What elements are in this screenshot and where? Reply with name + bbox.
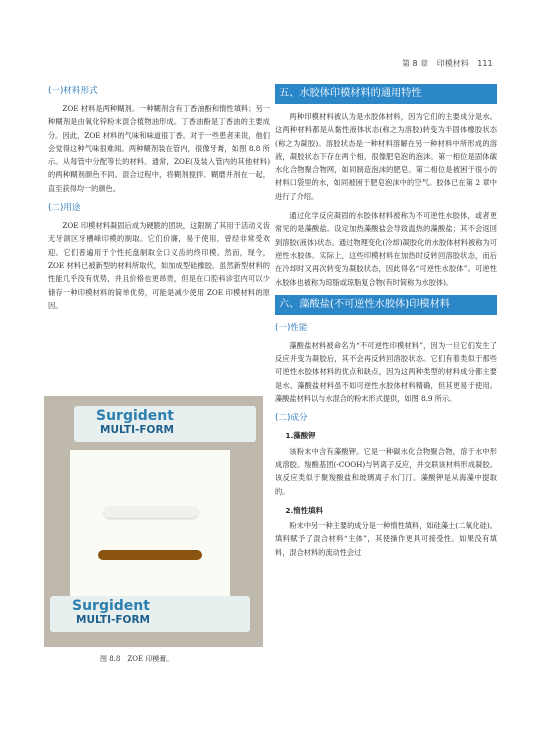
paragraph: 两种印模材料被认为是水胶体材料，因为它们的主要成分是水。这两种材料都是从黏性液体状态(称之为溶胶)转变为半固体橡胶状态(称之为凝胶)。溶胶状态是一种材料溶解在另一种材料中所形成的溶液，凝胶状态下存在两个相，很像肥皂泡的泡沫。第一相位是固体碳水化合物聚合物网，如同制造泡沫的肥皂。第二相位是被困于很小的材料口袋里的水，如同被困于肥皂泡沫中的空气。胶体已在第 2 章中进行了介绍。 (275, 112, 497, 201)
paragraph: ZOE 印模材料凝固后成为硬脆的团块，这限制了其用于活动义齿无牙颌区牙槽峰印模的制取。它们价廉，易于使用，曾经非常受欢迎。它们普遍用于个性托盘制取全口义齿的终印模。然而，现今，ZOE 材料已被新型的材料所取代，如加成型硅橡胶。虽然新型材料的性能几乎没有优势，并且价格也更昂贵，但是在口腔科诊室内可以少储存一种印模材料的简单优势，可能是减少使用 ZOE 印模材料的原因。 (48, 221, 270, 310)
section-title: 五、水胶体印模材料的通用特性 (275, 84, 497, 104)
subsection-title: (二)成分 (275, 413, 308, 424)
tube-product: MULTI-FORM (100, 424, 174, 436)
paragraph: 藻酸盐材料被命名为“不可逆性印模材料”，因为一旦它们发生了反应并变为凝胶后，其不会再反转回溶胶状态。它们有着类似于那些可逆性水胶体材料的优点和缺点，因为这两种类型的材料成分都主要是水。藻酸盐材料虽不如可逆性水胶体材料精确，但其更易于使用。藻酸盐材料以与水混合的粉末形式提供，如图 8.9 所示。 (275, 340, 497, 404)
brown-paste-strip (98, 550, 202, 560)
page-number: 111 (477, 59, 493, 68)
chapter-title: 印模材料 (436, 59, 469, 68)
chapter-number: 第 8 章 (402, 59, 429, 68)
paste-tube-top (74, 406, 256, 442)
figure-caption: 图 8.8 ZOE 印模膏。 (100, 655, 174, 663)
running-header (396, 58, 493, 69)
tube-brand: Surgident (96, 408, 174, 424)
figure-photo (44, 396, 263, 647)
mixing-pad (70, 450, 230, 620)
right-column (275, 84, 497, 565)
paragraph: 粉末中另一种主要的成分是一种惰性填料，如硅藻土(二氧化硅)。填料赋予了混合材料“主体”，其使操作更具可接受性。如果没有填料，混合材料的流动性会过 (275, 521, 497, 557)
subsection-title: (二)用途 (48, 203, 81, 214)
paste-tube-bottom (50, 596, 250, 632)
subsection-title: (一)性能 (275, 322, 308, 333)
paragraph: 该粉末中含有藻酸钾。它是一种碳水化合物聚合物，溶于水中形成溶胶。羧酸基团(-COOH)与钙离子反应，并交联该材料形成凝胶。该反应类似于聚羧酸盐和玻璃离子水门汀。藻酸钾是从海藻中提取的。 (275, 446, 497, 496)
paragraph: ZOE 材料是两种糊剂。一种糊剂含有丁香油酚和惰性填料；另一种糊剂是由氧化锌粉末混合植物油形成。丁香油酚是丁香油的主要成分。因此，ZOE 材料的气味和味道很丁香。对于一些患者来说，他们会觉得这种气味很难闻。两种糊剂装在管内，很像牙膏，如图 8.8 所示。从每管中分配等长的材料。通常，ZOE(及装入管内的其他材料) 的两种糊剂颜色不同。混合过程中，将糊剂搅拌、糊磨并剂在一起，直至获得均一的颜色。 (48, 104, 270, 193)
white-paste-strip (104, 506, 198, 518)
left-column (48, 84, 270, 318)
tube-brand: Surgident (72, 598, 150, 614)
section-title: 六、藻酸盐(不可逆性水胶体)印模材料 (275, 295, 497, 315)
item-title: 2.惰性填料 (285, 505, 323, 515)
tube-product: MULTI-FORM (76, 614, 150, 626)
paragraph: 通过化学反应凝固的水胶体材料被称为不可逆性水胶体，或者更常见的是藻酸盐。设定加热藻酸盐会导致温热的藻酸盐；其不会返回到溶胶(液体)状态。通过物理变化(冷却)凝胶化的水胶体材料被称为可逆性水胶体。实际上，这些印模材料在加热时反转回溶胶状态，而后在冷却时又再次转变为凝胶状态，因此得名“可逆性水胶体”。可逆性水胶体也被称为琼脂或琼脂复合物(有时简称为水胶体)。 (275, 211, 497, 287)
subsection-title: (一)材料形式 (48, 86, 98, 96)
item-title: 1.藻酸钾 (285, 431, 316, 441)
